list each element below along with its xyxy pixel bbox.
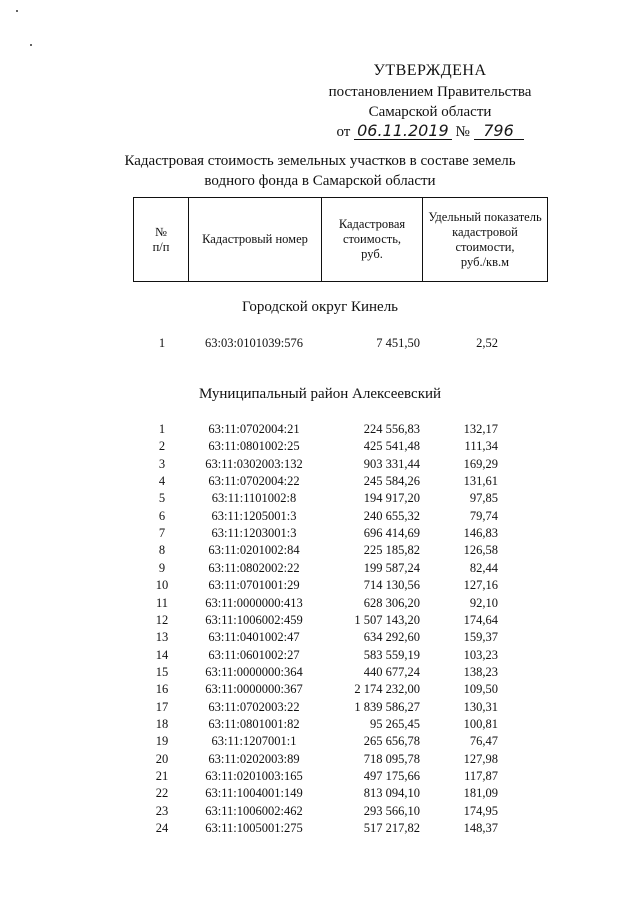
scan-speck [30,44,32,46]
row-cadastral-cost: 1 839 586,27 [354,699,420,714]
row-number: 21 [155,769,169,783]
header-number-label: № п/п [152,224,170,254]
row-number: 3 [158,456,166,471]
row-specific-value: 97,85 [469,491,498,506]
row-cadastral-cost: 440 677,24 [363,664,420,679]
row-number: 13 [155,630,169,645]
row-specific-value: 2,52 [476,336,498,350]
row-cadastral-number: 63:11:0201002:84 [208,543,300,558]
handwritten-date: 06.11.2019 [354,123,452,140]
row-cadastral-cost: 714 130,56 [363,578,420,593]
table-row [0,751,640,768]
table-row [0,733,640,750]
row-number: 17 [155,699,169,714]
row-number: 20 [155,751,169,766]
row-cadastral-number: 63:11:1005001:275 [205,821,303,836]
table-row [0,456,640,473]
row-cadastral-number: 63:11:1207001:1 [211,734,297,749]
header-specific-label: Удельный показатель кадастровой стоимости, руб./кв.м [428,209,542,269]
row-number: 10 [155,578,169,593]
table-row [0,716,640,733]
table-row [0,421,640,438]
header-cell-cadastral [189,198,322,282]
row-number: 23 [155,803,169,818]
table-row [0,629,640,646]
row-specific-value: 103,23 [463,647,498,662]
row-cadastral-cost: 265 656,78 [363,734,420,749]
row-number: 22 [155,786,169,801]
row-cadastral-number: 63:11:0202003:89 [208,751,300,766]
row-specific-value: 174,64 [463,612,498,627]
row-cadastral-number: 63:11:0701001:29 [208,578,300,593]
approval-line-1: постановлением Правительства [328,84,532,100]
row-number: 1 [158,336,166,350]
row-specific-value: 92,10 [469,595,498,610]
row-cadastral-number: 63:11:0000000:413 [205,595,303,610]
header-cell-specific [423,198,548,282]
table-row [0,335,640,352]
row-cadastral-cost: 425 541,48 [363,439,420,454]
row-cadastral-cost: 225 185,82 [363,543,420,558]
row-cadastral-number: 63:11:0801002:25 [208,439,300,454]
table-row [0,647,640,664]
row-specific-value: 159,37 [463,630,498,645]
table-row [0,560,640,577]
row-cadastral-number: 63:11:0302003:132 [205,456,303,471]
row-specific-value: 138,23 [463,664,498,679]
date-prefix: от [336,124,351,140]
row-cadastral-number: 63:03:0101039:576 [205,336,303,350]
table-row [0,820,640,837]
approval-date-line [300,123,560,141]
row-cadastral-cost: 634 292,60 [363,630,420,645]
row-specific-value: 127,98 [463,751,498,766]
row-number: 15 [155,664,169,679]
row-specific-value: 79,74 [469,508,498,523]
row-specific-value: 169,29 [463,456,498,471]
row-cadastral-cost: 245 584,26 [363,474,420,489]
row-cadastral-cost: 194 917,20 [363,491,420,506]
row-cadastral-cost: 497 175,66 [363,769,420,783]
row-number: 8 [158,543,166,558]
row-specific-value: 127,16 [463,578,498,593]
row-number: 19 [155,734,169,749]
row-cadastral-number: 63:11:0802002:22 [208,560,300,575]
table-row [0,768,640,785]
row-specific-value: 148,37 [463,821,498,836]
row-specific-value: 76,47 [469,734,498,749]
row-number: 9 [158,560,166,575]
header-cell-cost [322,198,423,282]
table-row [0,612,640,629]
table-row [0,681,640,698]
approval-title: УТВЕРЖДЕНА [373,62,487,79]
row-specific-value: 146,83 [463,526,498,541]
row-number: 2 [158,439,166,454]
row-number: 24 [155,821,169,836]
row-specific-value: 130,31 [463,699,498,714]
row-specific-value: 109,50 [463,682,498,697]
row-number: 4 [158,474,166,489]
row-number: 5 [158,491,166,506]
row-number: 18 [155,716,169,731]
row-number: 12 [155,612,169,627]
row-number: 14 [155,647,169,662]
row-cadastral-number: 63:11:0000000:367 [205,682,303,697]
row-cadastral-number: 63:11:1203001:3 [211,526,297,541]
row-cadastral-cost: 718 095,78 [363,751,420,766]
row-cadastral-number: 63:11:0801001:82 [208,716,300,731]
row-cadastral-number: 63:11:0401002:47 [208,630,300,645]
row-cadastral-number: 63:11:0601002:27 [208,647,300,662]
approval-line-2: Самарской области [368,104,492,120]
row-cadastral-cost: 199 587,24 [363,560,420,575]
table-row [0,542,640,559]
row-cadastral-number: 63:11:1006002:462 [205,803,303,818]
row-cadastral-cost: 224 556,83 [363,422,420,436]
handwritten-number: 796 [474,123,524,140]
row-specific-value: 132,17 [463,422,498,436]
section-title: Муниципальный район Алексеевский [198,386,442,402]
row-number: 6 [158,508,166,523]
row-cadastral-number: 63:11:1006002:459 [205,612,303,627]
row-cadastral-number: 63:11:1004001:149 [205,786,303,801]
header-cadastral-label: Кадастровый номер [202,232,308,246]
table-row [0,577,640,594]
section-title: Городской округ Кинель [241,299,399,315]
row-number: 7 [158,526,166,541]
row-specific-value: 100,81 [463,716,498,731]
row-cadastral-number: 63:11:0702004:21 [208,422,300,436]
row-specific-value: 131,61 [463,474,498,489]
row-cadastral-number: 63:11:0702004:22 [208,474,300,489]
row-cadastral-cost: 1 507 143,20 [354,612,420,627]
document-title-line-1: Кадастровая стоимость земельных участков в составе земель [124,153,516,169]
row-specific-value: 126,58 [463,543,498,558]
row-number: 1 [158,422,166,436]
row-cadastral-number: 63:11:1101002:8 [211,491,297,506]
table-row [0,508,640,525]
row-cadastral-cost: 583 559,19 [363,647,420,662]
row-cadastral-cost: 7 451,50 [376,336,420,350]
row-cadastral-cost: 628 306,20 [363,595,420,610]
row-cadastral-number: 63:11:1205001:3 [211,508,297,523]
table-row [0,664,640,681]
table-row [0,785,640,802]
row-cadastral-cost: 293 566,10 [363,803,420,818]
number-prefix: № [455,124,470,140]
row-specific-value: 111,34 [464,439,498,454]
row-specific-value: 181,09 [463,786,498,801]
header-cell-number [134,198,189,282]
row-number: 16 [155,682,169,697]
table-row [0,595,640,612]
row-cadastral-cost: 2 174 232,00 [354,682,420,697]
row-cadastral-cost: 696 414,69 [363,526,420,541]
table-row [0,803,640,820]
table-header [133,197,548,282]
table-row [0,699,640,716]
table-row [0,525,640,542]
scan-speck [16,10,18,12]
header-cost-label: Кадастровая стоимость, руб. [338,217,406,261]
row-cadastral-number: 63:11:0201003:165 [205,769,303,783]
row-cadastral-number: 63:11:0000000:364 [205,664,303,679]
row-cadastral-cost: 240 655,32 [363,508,420,523]
row-cadastral-cost: 517 217,82 [363,821,420,836]
row-cadastral-number: 63:11:0702003:22 [208,699,300,714]
table-row [0,473,640,490]
row-specific-value: 117,87 [464,769,498,783]
row-specific-value: 174,95 [463,803,498,818]
row-cadastral-cost: 95 265,45 [370,716,420,731]
table-row [0,438,640,455]
row-cadastral-cost: 813 094,10 [363,786,420,801]
document-title-line-2: водного фонда в Самарской области [204,173,436,189]
row-number: 11 [155,595,169,610]
row-specific-value: 82,44 [469,560,498,575]
table-row [0,490,640,507]
row-cadastral-cost: 903 331,44 [363,456,420,471]
